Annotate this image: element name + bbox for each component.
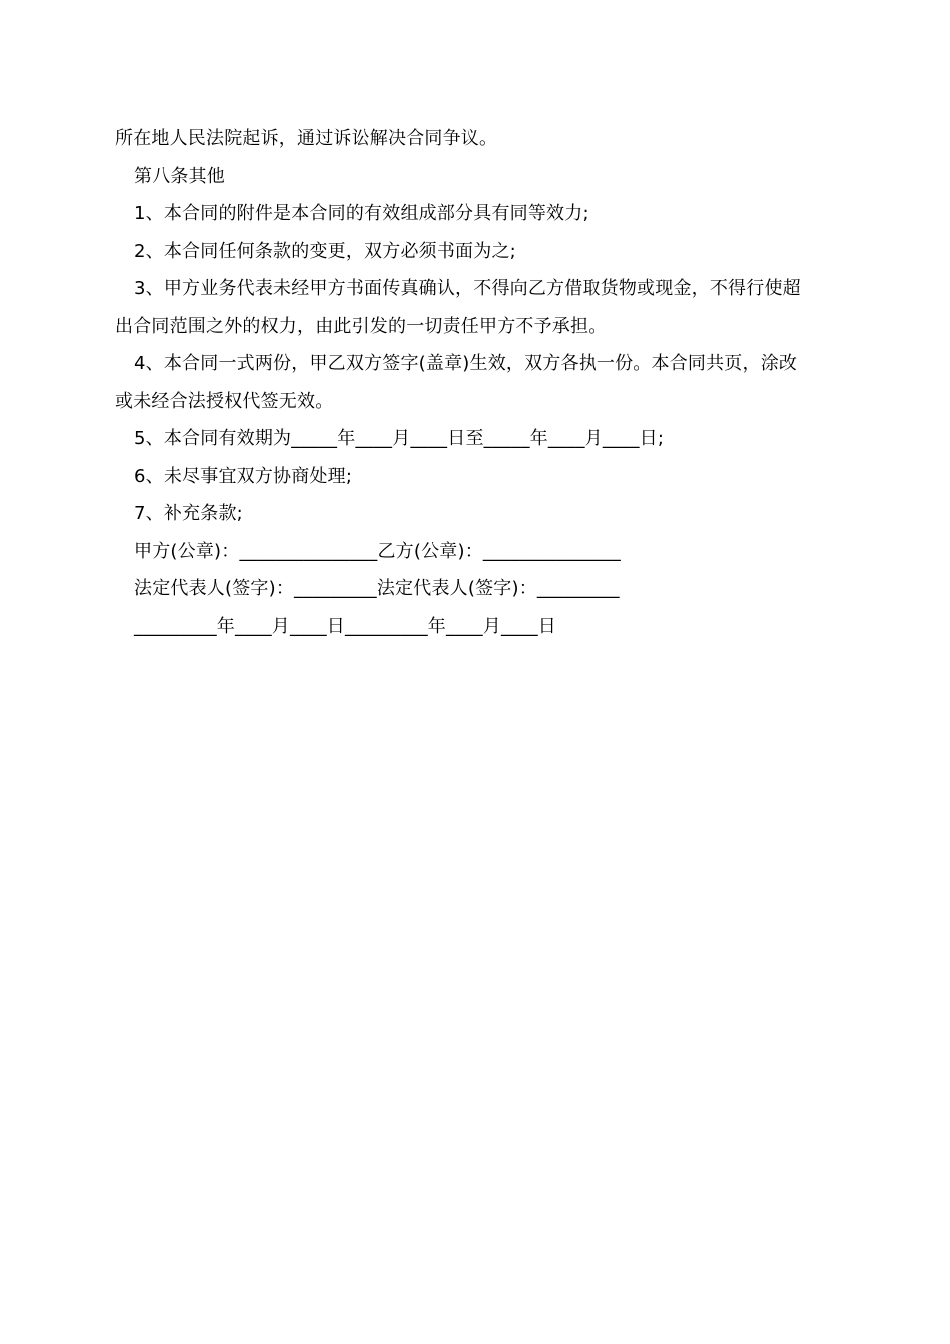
signature-date-line: _________年____月____日_________年____月____日 xyxy=(134,615,556,637)
seal-line: 甲方(公章)：_______________乙方(公章)：_______________ xyxy=(134,540,621,562)
legal-representative-line: 法定代表人(签字)：_________法定代表人(签字)：_________ xyxy=(134,578,620,599)
clause-4-line-1: 4、本合同一式两份，甲乙双方签字(盖章)生效，双方各执一份。本合同共页，涂改 xyxy=(134,353,798,374)
clause-7: 7、补充条款; xyxy=(134,503,243,524)
clause-1: 1、本合同的附件是本合同的有效组成部分具有同等效力; xyxy=(134,203,589,224)
clause-2: 2、本合同任何条款的变更，双方必须书面为之; xyxy=(134,240,516,262)
clause-5-validity-period: 5、本合同有效期为_____年____月____日至_____年____月____日; xyxy=(134,428,665,449)
clause-3-line-1: 3、甲方业务代表未经甲方书面传真确认，不得向乙方借取货物或现金，不得行使超 xyxy=(134,278,801,299)
clause-6: 6、未尽事宜双方协商处理; xyxy=(134,465,353,487)
clause-3-line-2: 出合同范围之外的权力，由此引发的一切责任甲方不予承担。 xyxy=(115,315,607,337)
clause-4-line-2: 或未经合法授权代签无效。 xyxy=(115,390,334,412)
text-line-dispute-resolution: 所在地人民法院起诉，通过诉讼解决合同争议。 xyxy=(115,128,498,149)
document-body xyxy=(115,120,840,645)
article-8-heading: 第八条其他 xyxy=(134,165,225,187)
